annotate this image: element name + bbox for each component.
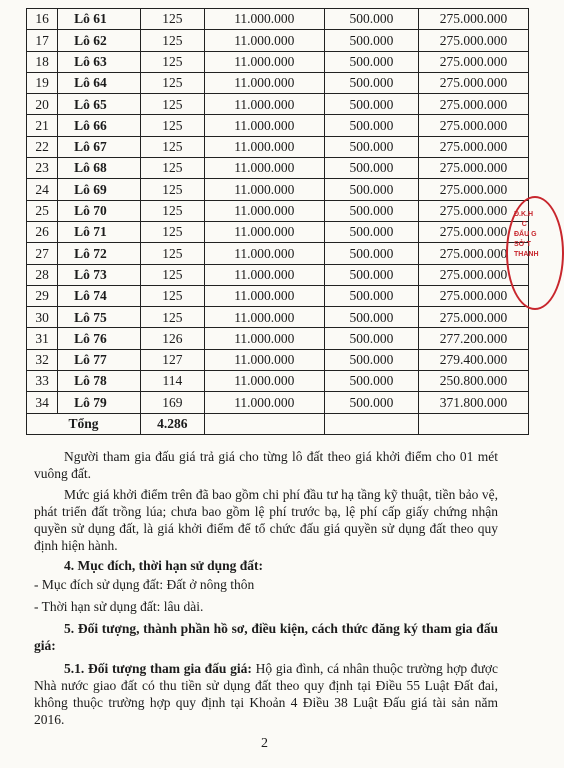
table-row [27, 115, 529, 136]
bid-step-cell: 500.000 [324, 9, 418, 30]
row-index-cell: 29 [27, 285, 58, 306]
area-cell: 125 [140, 264, 204, 285]
row-index-cell: 33 [27, 371, 58, 392]
lot-name-cell: Lô 68 [58, 158, 141, 179]
bid-step-cell: 500.000 [324, 392, 418, 413]
starting-total-cell: 275.000.000 [419, 115, 529, 136]
empty-cell [204, 413, 324, 434]
starting-total-cell: 275.000.000 [419, 9, 529, 30]
starting-total-cell: 275.000.000 [419, 221, 529, 242]
table-row [27, 9, 529, 30]
bid-step-cell: 500.000 [324, 285, 418, 306]
lot-name-cell: Lô 73 [58, 264, 141, 285]
paragraph-starting-price: Mức giá khởi điểm trên đã bao gồm chi phí đầu tư hạ tầng kỹ thuật, tiền bảo vệ, phát triển đất trồng lúa; chưa bao gồm lệ phí trước bạ, lệ phí cấp giấy chứng nhận quyền sử dụng đất, là giá khởi điểm để tổ chức đấu giá quyền sử dụng đất theo quy định hiện hành. [34, 487, 498, 553]
bid-step-cell: 500.000 [324, 51, 418, 72]
starting-total-cell: 275.000.000 [419, 158, 529, 179]
bid-step-cell: 500.000 [324, 200, 418, 221]
bid-step-cell: 500.000 [324, 264, 418, 285]
unit-price-cell: 11.000.000 [204, 9, 324, 30]
table-row [27, 158, 529, 179]
unit-price-cell: 11.000.000 [204, 349, 324, 370]
section-5-1-body: Hộ gia đình, cá nhân thuộc trường hợp được Nhà nước giao đất có thu tiền sử dụng đất theo quy định tại Điều 55 Luật Đất đai, không thuộc trường hợp quy định tại Khoản 4 Điều 38 Luật Đấu giá tài sản năm 2016. [34, 661, 498, 727]
unit-price-cell: 11.000.000 [204, 179, 324, 200]
bid-step-cell: 500.000 [324, 158, 418, 179]
table-row [27, 243, 529, 264]
row-index-cell: 23 [27, 158, 58, 179]
starting-total-cell: 275.000.000 [419, 285, 529, 306]
table-row [27, 328, 529, 349]
area-cell: 114 [140, 371, 204, 392]
lot-name-cell: Lô 78 [58, 371, 141, 392]
area-cell: 169 [140, 392, 204, 413]
table-row [27, 51, 529, 72]
unit-price-cell: 11.000.000 [204, 72, 324, 93]
table-row [27, 371, 529, 392]
table-row [27, 94, 529, 115]
bid-step-cell: 500.000 [324, 307, 418, 328]
area-cell: 125 [140, 115, 204, 136]
unit-price-cell: 11.000.000 [204, 221, 324, 242]
lot-name-cell: Lô 77 [58, 349, 141, 370]
area-cell: 125 [140, 158, 204, 179]
table-sum-row [27, 413, 529, 434]
area-cell: 125 [140, 200, 204, 221]
unit-price-cell: 11.000.000 [204, 200, 324, 221]
starting-total-cell: 277.200.000 [419, 328, 529, 349]
unit-price-cell: 11.000.000 [204, 307, 324, 328]
lot-name-cell: Lô 63 [58, 51, 141, 72]
land-lot-table [26, 8, 529, 435]
row-index-cell: 24 [27, 179, 58, 200]
row-index-cell: 34 [27, 392, 58, 413]
table-row [27, 200, 529, 221]
area-cell: 127 [140, 349, 204, 370]
bid-step-cell: 500.000 [324, 72, 418, 93]
starting-total-cell: 275.000.000 [419, 72, 529, 93]
bid-step-cell: 500.000 [324, 94, 418, 115]
area-cell: 126 [140, 328, 204, 349]
section-5-1-heading: 5.1. Đối tượng tham gia đấu giá: [64, 661, 252, 676]
page-number: 2 [261, 736, 268, 751]
unit-price-cell: 11.000.000 [204, 264, 324, 285]
lot-name-cell: Lô 62 [58, 30, 141, 51]
table-row [27, 179, 529, 200]
table-row [27, 349, 529, 370]
table-body [27, 9, 529, 435]
row-index-cell: 19 [27, 72, 58, 93]
area-cell: 125 [140, 136, 204, 157]
area-cell: 125 [140, 243, 204, 264]
table-row [27, 285, 529, 306]
row-index-cell: 17 [27, 30, 58, 51]
unit-price-cell: 11.000.000 [204, 136, 324, 157]
bid-step-cell: 500.000 [324, 328, 418, 349]
lot-name-cell: Lô 64 [58, 72, 141, 93]
row-index-cell: 26 [27, 221, 58, 242]
section-5-heading: 5. Đối tượng, thành phần hồ sơ, điều kiện, cách thức đăng ký tham gia đấu giá: [34, 621, 498, 653]
area-cell: 125 [140, 285, 204, 306]
bid-step-cell: 500.000 [324, 115, 418, 136]
table-row [27, 72, 529, 93]
row-index-cell: 18 [27, 51, 58, 72]
unit-price-cell: 11.000.000 [204, 158, 324, 179]
starting-total-cell: 371.800.000 [419, 392, 529, 413]
starting-total-cell: 275.000.000 [419, 51, 529, 72]
table-row [27, 136, 529, 157]
lot-name-cell: Lô 79 [58, 392, 141, 413]
section-5-1 [34, 660, 498, 728]
land-use-duration: - Thời hạn sử dụng đất: lâu dài. [34, 599, 204, 614]
unit-price-cell: 11.000.000 [204, 392, 324, 413]
table-row [27, 392, 529, 413]
starting-total-cell: 275.000.000 [419, 264, 529, 285]
unit-price-cell: 11.000.000 [204, 371, 324, 392]
bid-step-cell: 500.000 [324, 349, 418, 370]
land-use-purpose: - Mục đích sử dụng đất: Đất ở nông thôn [34, 577, 255, 592]
row-index-cell: 25 [27, 200, 58, 221]
paragraph-bid-per-m2: Người tham gia đấu giá trả giá cho từng lô đất theo giá khởi điểm cho 01 mét vuông đất. [34, 449, 498, 481]
starting-total-cell: 275.000.000 [419, 243, 529, 264]
bid-step-cell: 500.000 [324, 221, 418, 242]
red-seal-stamp [506, 196, 564, 310]
area-cell: 125 [140, 307, 204, 328]
bid-step-cell: 500.000 [324, 179, 418, 200]
area-cell: 125 [140, 179, 204, 200]
sum-area-cell: 4.286 [140, 413, 204, 434]
unit-price-cell: 11.000.000 [204, 285, 324, 306]
sum-label-cell: Tổng [27, 413, 141, 434]
lot-name-cell: Lô 61 [58, 9, 141, 30]
unit-price-cell: 11.000.000 [204, 243, 324, 264]
starting-total-cell: 275.000.000 [419, 179, 529, 200]
lot-name-cell: Lô 66 [58, 115, 141, 136]
table-row [27, 30, 529, 51]
empty-cell [419, 413, 529, 434]
lot-name-cell: Lô 74 [58, 285, 141, 306]
unit-price-cell: 11.000.000 [204, 51, 324, 72]
bid-step-cell: 500.000 [324, 30, 418, 51]
starting-total-cell: 279.400.000 [419, 349, 529, 370]
starting-total-cell: 275.000.000 [419, 30, 529, 51]
row-index-cell: 16 [27, 9, 58, 30]
area-cell: 125 [140, 221, 204, 242]
unit-price-cell: 11.000.000 [204, 115, 324, 136]
area-cell: 125 [140, 72, 204, 93]
lot-name-cell: Lô 75 [58, 307, 141, 328]
lot-name-cell: Lô 67 [58, 136, 141, 157]
starting-total-cell: 275.000.000 [419, 200, 529, 221]
area-cell: 125 [140, 30, 204, 51]
row-index-cell: 21 [27, 115, 58, 136]
lot-name-cell: Lô 65 [58, 94, 141, 115]
lot-name-cell: Lô 71 [58, 221, 141, 242]
table-row [27, 307, 529, 328]
lot-name-cell: Lô 69 [58, 179, 141, 200]
bid-step-cell: 500.000 [324, 243, 418, 264]
bid-step-cell: 500.000 [324, 136, 418, 157]
table-row [27, 221, 529, 242]
empty-cell [324, 413, 418, 434]
unit-price-cell: 11.000.000 [204, 94, 324, 115]
lot-name-cell: Lô 72 [58, 243, 141, 264]
lot-name-cell: Lô 76 [58, 328, 141, 349]
starting-total-cell: 250.800.000 [419, 371, 529, 392]
area-cell: 125 [140, 94, 204, 115]
row-index-cell: 30 [27, 307, 58, 328]
row-index-cell: 31 [27, 328, 58, 349]
row-index-cell: 32 [27, 349, 58, 370]
row-index-cell: 27 [27, 243, 58, 264]
bid-step-cell: 500.000 [324, 371, 418, 392]
unit-price-cell: 11.000.000 [204, 328, 324, 349]
stamp-lettering: Đ.K.H C ĐẤU G SỞ T THANH [514, 211, 539, 258]
unit-price-cell: 11.000.000 [204, 30, 324, 51]
row-index-cell: 28 [27, 264, 58, 285]
starting-total-cell: 275.000.000 [419, 94, 529, 115]
row-index-cell: 20 [27, 94, 58, 115]
lot-name-cell: Lô 70 [58, 200, 141, 221]
area-cell: 125 [140, 9, 204, 30]
area-cell: 125 [140, 51, 204, 72]
table-row [27, 264, 529, 285]
section-4-heading: 4. Mục đích, thời hạn sử dụng đất: [64, 558, 263, 573]
starting-total-cell: 275.000.000 [419, 136, 529, 157]
row-index-cell: 22 [27, 136, 58, 157]
starting-total-cell: 275.000.000 [419, 307, 529, 328]
